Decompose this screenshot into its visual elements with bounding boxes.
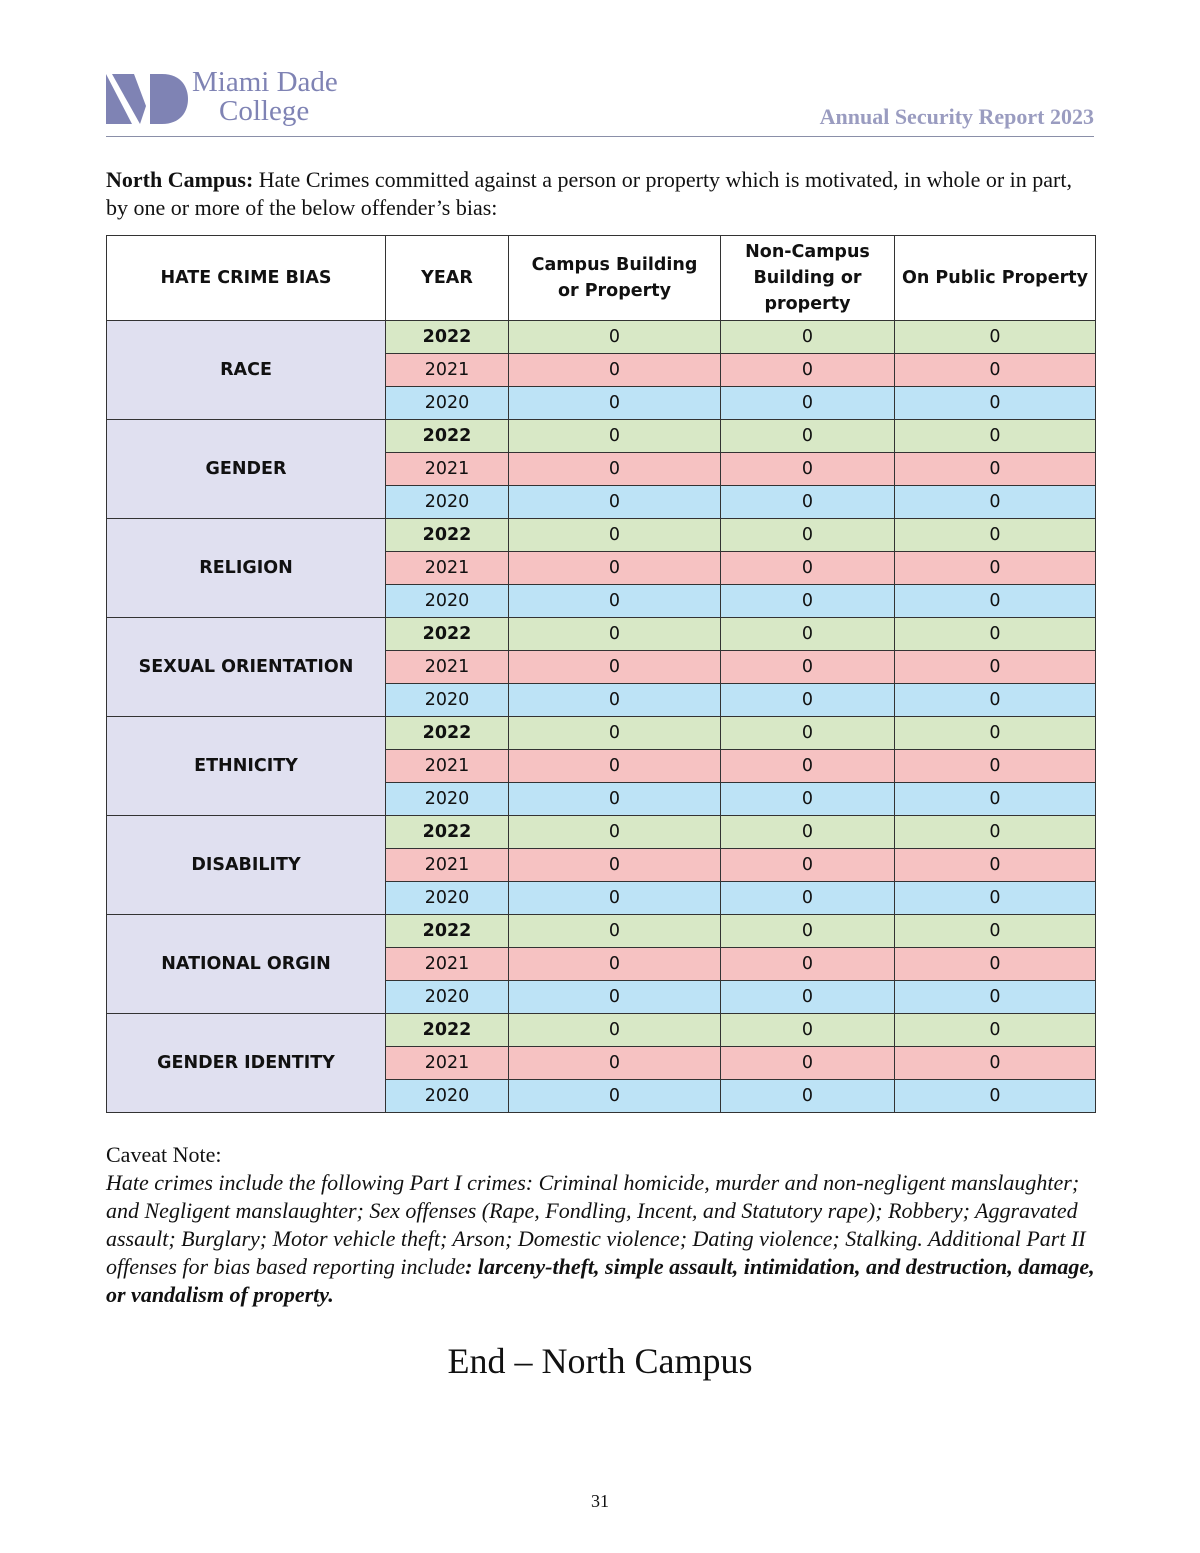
campus-value-cell: 0 bbox=[509, 750, 721, 783]
year-cell: 2021 bbox=[386, 1047, 509, 1080]
public-property-value-cell: 0 bbox=[895, 915, 1096, 948]
campus-value-cell: 0 bbox=[509, 816, 721, 849]
campus-value-cell: 0 bbox=[509, 321, 721, 354]
non-campus-value-cell: 0 bbox=[721, 552, 895, 585]
table-body bbox=[107, 321, 1096, 1113]
header-year: YEAR bbox=[386, 236, 509, 321]
campus-value-cell: 0 bbox=[509, 519, 721, 552]
public-property-value-cell: 0 bbox=[895, 321, 1096, 354]
year-cell: 2020 bbox=[386, 981, 509, 1014]
non-campus-value-cell: 0 bbox=[721, 981, 895, 1014]
year-cell: 2022 bbox=[386, 717, 509, 750]
campus-value-cell: 0 bbox=[509, 387, 721, 420]
bias-category-cell: RELIGION bbox=[107, 519, 386, 618]
non-campus-value-cell: 0 bbox=[721, 354, 895, 387]
public-property-value-cell: 0 bbox=[895, 981, 1096, 1014]
year-cell: 2020 bbox=[386, 486, 509, 519]
non-campus-value-cell: 0 bbox=[721, 948, 895, 981]
year-cell: 2021 bbox=[386, 354, 509, 387]
caveat-body bbox=[106, 1169, 1096, 1309]
year-cell: 2022 bbox=[386, 915, 509, 948]
year-cell: 2021 bbox=[386, 651, 509, 684]
campus-value-cell: 0 bbox=[509, 618, 721, 651]
public-property-value-cell: 0 bbox=[895, 948, 1096, 981]
year-cell: 2022 bbox=[386, 321, 509, 354]
campus-value-cell: 0 bbox=[509, 1047, 721, 1080]
non-campus-value-cell: 0 bbox=[721, 1047, 895, 1080]
campus-value-cell: 0 bbox=[509, 783, 721, 816]
year-cell: 2020 bbox=[386, 387, 509, 420]
public-property-value-cell: 0 bbox=[895, 1014, 1096, 1047]
year-cell: 2020 bbox=[386, 1080, 509, 1113]
campus-value-cell: 0 bbox=[509, 651, 721, 684]
campus-value-cell: 0 bbox=[509, 849, 721, 882]
non-campus-value-cell: 0 bbox=[721, 816, 895, 849]
campus-value-cell: 0 bbox=[509, 882, 721, 915]
public-property-value-cell: 0 bbox=[895, 387, 1096, 420]
bias-category-cell: RACE bbox=[107, 321, 386, 420]
campus-value-cell: 0 bbox=[509, 420, 721, 453]
year-cell: 2021 bbox=[386, 849, 509, 882]
year-cell: 2022 bbox=[386, 519, 509, 552]
public-property-value-cell: 0 bbox=[895, 717, 1096, 750]
non-campus-value-cell: 0 bbox=[721, 915, 895, 948]
campus-value-cell: 0 bbox=[509, 1014, 721, 1047]
caveat-text: Hate crimes include the following Part I crimes: Criminal homicide, murder and non-negligent manslaughter; and Negligent manslaughter; Sex offenses (Rape, Fondling, Incent, and Statutory rape); Robbery; Aggravated assault; Burglary; Motor vehicle theft; Arson; Domestic violence; Dating violence; Stalking. Additional Part II offenses for bias based reporting include bbox=[106, 1170, 1086, 1279]
non-campus-value-cell: 0 bbox=[721, 420, 895, 453]
non-campus-value-cell: 0 bbox=[721, 651, 895, 684]
page-number: 31 bbox=[591, 1491, 609, 1511]
year-cell: 2022 bbox=[386, 816, 509, 849]
year-cell: 2021 bbox=[386, 453, 509, 486]
public-property-value-cell: 0 bbox=[895, 783, 1096, 816]
public-property-value-cell: 0 bbox=[895, 816, 1096, 849]
campus-value-cell: 0 bbox=[509, 684, 721, 717]
caveat-bold-text: : larceny-theft, simple assault, intimidation, and destruction, damage, or vandalism of property. bbox=[106, 1254, 1095, 1307]
year-cell: 2022 bbox=[386, 1014, 509, 1047]
bias-category-cell: GENDER IDENTITY bbox=[107, 1014, 386, 1113]
public-property-value-cell: 0 bbox=[895, 750, 1096, 783]
header-public-property: On Public Property bbox=[895, 236, 1096, 321]
year-cell: 2020 bbox=[386, 585, 509, 618]
intro-paragraph bbox=[106, 166, 1096, 222]
public-property-value-cell: 0 bbox=[895, 882, 1096, 915]
public-property-value-cell: 0 bbox=[895, 849, 1096, 882]
year-cell: 2021 bbox=[386, 552, 509, 585]
non-campus-value-cell: 0 bbox=[721, 849, 895, 882]
non-campus-value-cell: 0 bbox=[721, 1014, 895, 1047]
table-row bbox=[107, 618, 1096, 651]
non-campus-value-cell: 0 bbox=[721, 684, 895, 717]
public-property-value-cell: 0 bbox=[895, 585, 1096, 618]
campus-value-cell: 0 bbox=[509, 948, 721, 981]
public-property-value-cell: 0 bbox=[895, 420, 1096, 453]
non-campus-value-cell: 0 bbox=[721, 585, 895, 618]
header-campus-building: Campus Building or Property bbox=[509, 236, 721, 321]
campus-value-cell: 0 bbox=[509, 486, 721, 519]
page-header bbox=[106, 66, 1094, 137]
table-row bbox=[107, 420, 1096, 453]
bias-category-cell: NATIONAL ORGIN bbox=[107, 915, 386, 1014]
non-campus-value-cell: 0 bbox=[721, 618, 895, 651]
table-row bbox=[107, 1014, 1096, 1047]
bias-category-cell: GENDER bbox=[107, 420, 386, 519]
non-campus-value-cell: 0 bbox=[721, 321, 895, 354]
bias-category-cell: ETHNICITY bbox=[107, 717, 386, 816]
campus-label: North Campus: bbox=[106, 167, 254, 192]
public-property-value-cell: 0 bbox=[895, 519, 1096, 552]
campus-value-cell: 0 bbox=[509, 453, 721, 486]
table-row bbox=[107, 816, 1096, 849]
year-cell: 2021 bbox=[386, 948, 509, 981]
caveat-note bbox=[106, 1141, 1096, 1309]
non-campus-value-cell: 0 bbox=[721, 486, 895, 519]
public-property-value-cell: 0 bbox=[895, 1080, 1096, 1113]
campus-value-cell: 0 bbox=[509, 717, 721, 750]
non-campus-value-cell: 0 bbox=[721, 783, 895, 816]
non-campus-value-cell: 0 bbox=[721, 717, 895, 750]
public-property-value-cell: 0 bbox=[895, 486, 1096, 519]
campus-value-cell: 0 bbox=[509, 915, 721, 948]
caveat-label: Caveat Note: bbox=[106, 1142, 222, 1167]
college-logo-text bbox=[192, 68, 338, 126]
campus-value-cell: 0 bbox=[509, 552, 721, 585]
table-header-row bbox=[107, 236, 1096, 321]
public-property-value-cell: 0 bbox=[895, 453, 1096, 486]
logo-line-2: College bbox=[219, 95, 310, 127]
header-non-campus-building: Non-Campus Building or property bbox=[721, 236, 895, 321]
table-row bbox=[107, 915, 1096, 948]
year-cell: 2020 bbox=[386, 684, 509, 717]
college-logo-icon bbox=[106, 70, 188, 124]
non-campus-value-cell: 0 bbox=[721, 453, 895, 486]
campus-value-cell: 0 bbox=[509, 1080, 721, 1113]
intro-text: Hate Crimes committed against a person or property which is motivated, in whole or in part, by one or more of the below offender’s bias: bbox=[106, 167, 1072, 220]
table-row bbox=[107, 717, 1096, 750]
year-cell: 2020 bbox=[386, 882, 509, 915]
non-campus-value-cell: 0 bbox=[721, 750, 895, 783]
public-property-value-cell: 0 bbox=[895, 552, 1096, 585]
non-campus-value-cell: 0 bbox=[721, 882, 895, 915]
logo-line-1: Miami Dade bbox=[192, 66, 338, 98]
non-campus-value-cell: 0 bbox=[721, 387, 895, 420]
year-cell: 2022 bbox=[386, 420, 509, 453]
non-campus-value-cell: 0 bbox=[721, 519, 895, 552]
public-property-value-cell: 0 bbox=[895, 354, 1096, 387]
public-property-value-cell: 0 bbox=[895, 651, 1096, 684]
hate-crime-table bbox=[106, 235, 1096, 1113]
header-hate-crime-bias: HATE CRIME BIAS bbox=[107, 236, 386, 321]
public-property-value-cell: 0 bbox=[895, 618, 1096, 651]
table-row bbox=[107, 519, 1096, 552]
campus-value-cell: 0 bbox=[509, 354, 721, 387]
table-row bbox=[107, 321, 1096, 354]
bias-category-cell: DISABILITY bbox=[107, 816, 386, 915]
bias-category-cell: SEXUAL ORIENTATION bbox=[107, 618, 386, 717]
campus-value-cell: 0 bbox=[509, 981, 721, 1014]
campus-value-cell: 0 bbox=[509, 585, 721, 618]
public-property-value-cell: 0 bbox=[895, 684, 1096, 717]
year-cell: 2021 bbox=[386, 750, 509, 783]
year-cell: 2020 bbox=[386, 783, 509, 816]
end-section-title: End – North Campus bbox=[447, 1341, 753, 1381]
non-campus-value-cell: 0 bbox=[721, 1080, 895, 1113]
year-cell: 2022 bbox=[386, 618, 509, 651]
public-property-value-cell: 0 bbox=[895, 1047, 1096, 1080]
report-title: Annual Security Report 2023 bbox=[819, 104, 1094, 129]
